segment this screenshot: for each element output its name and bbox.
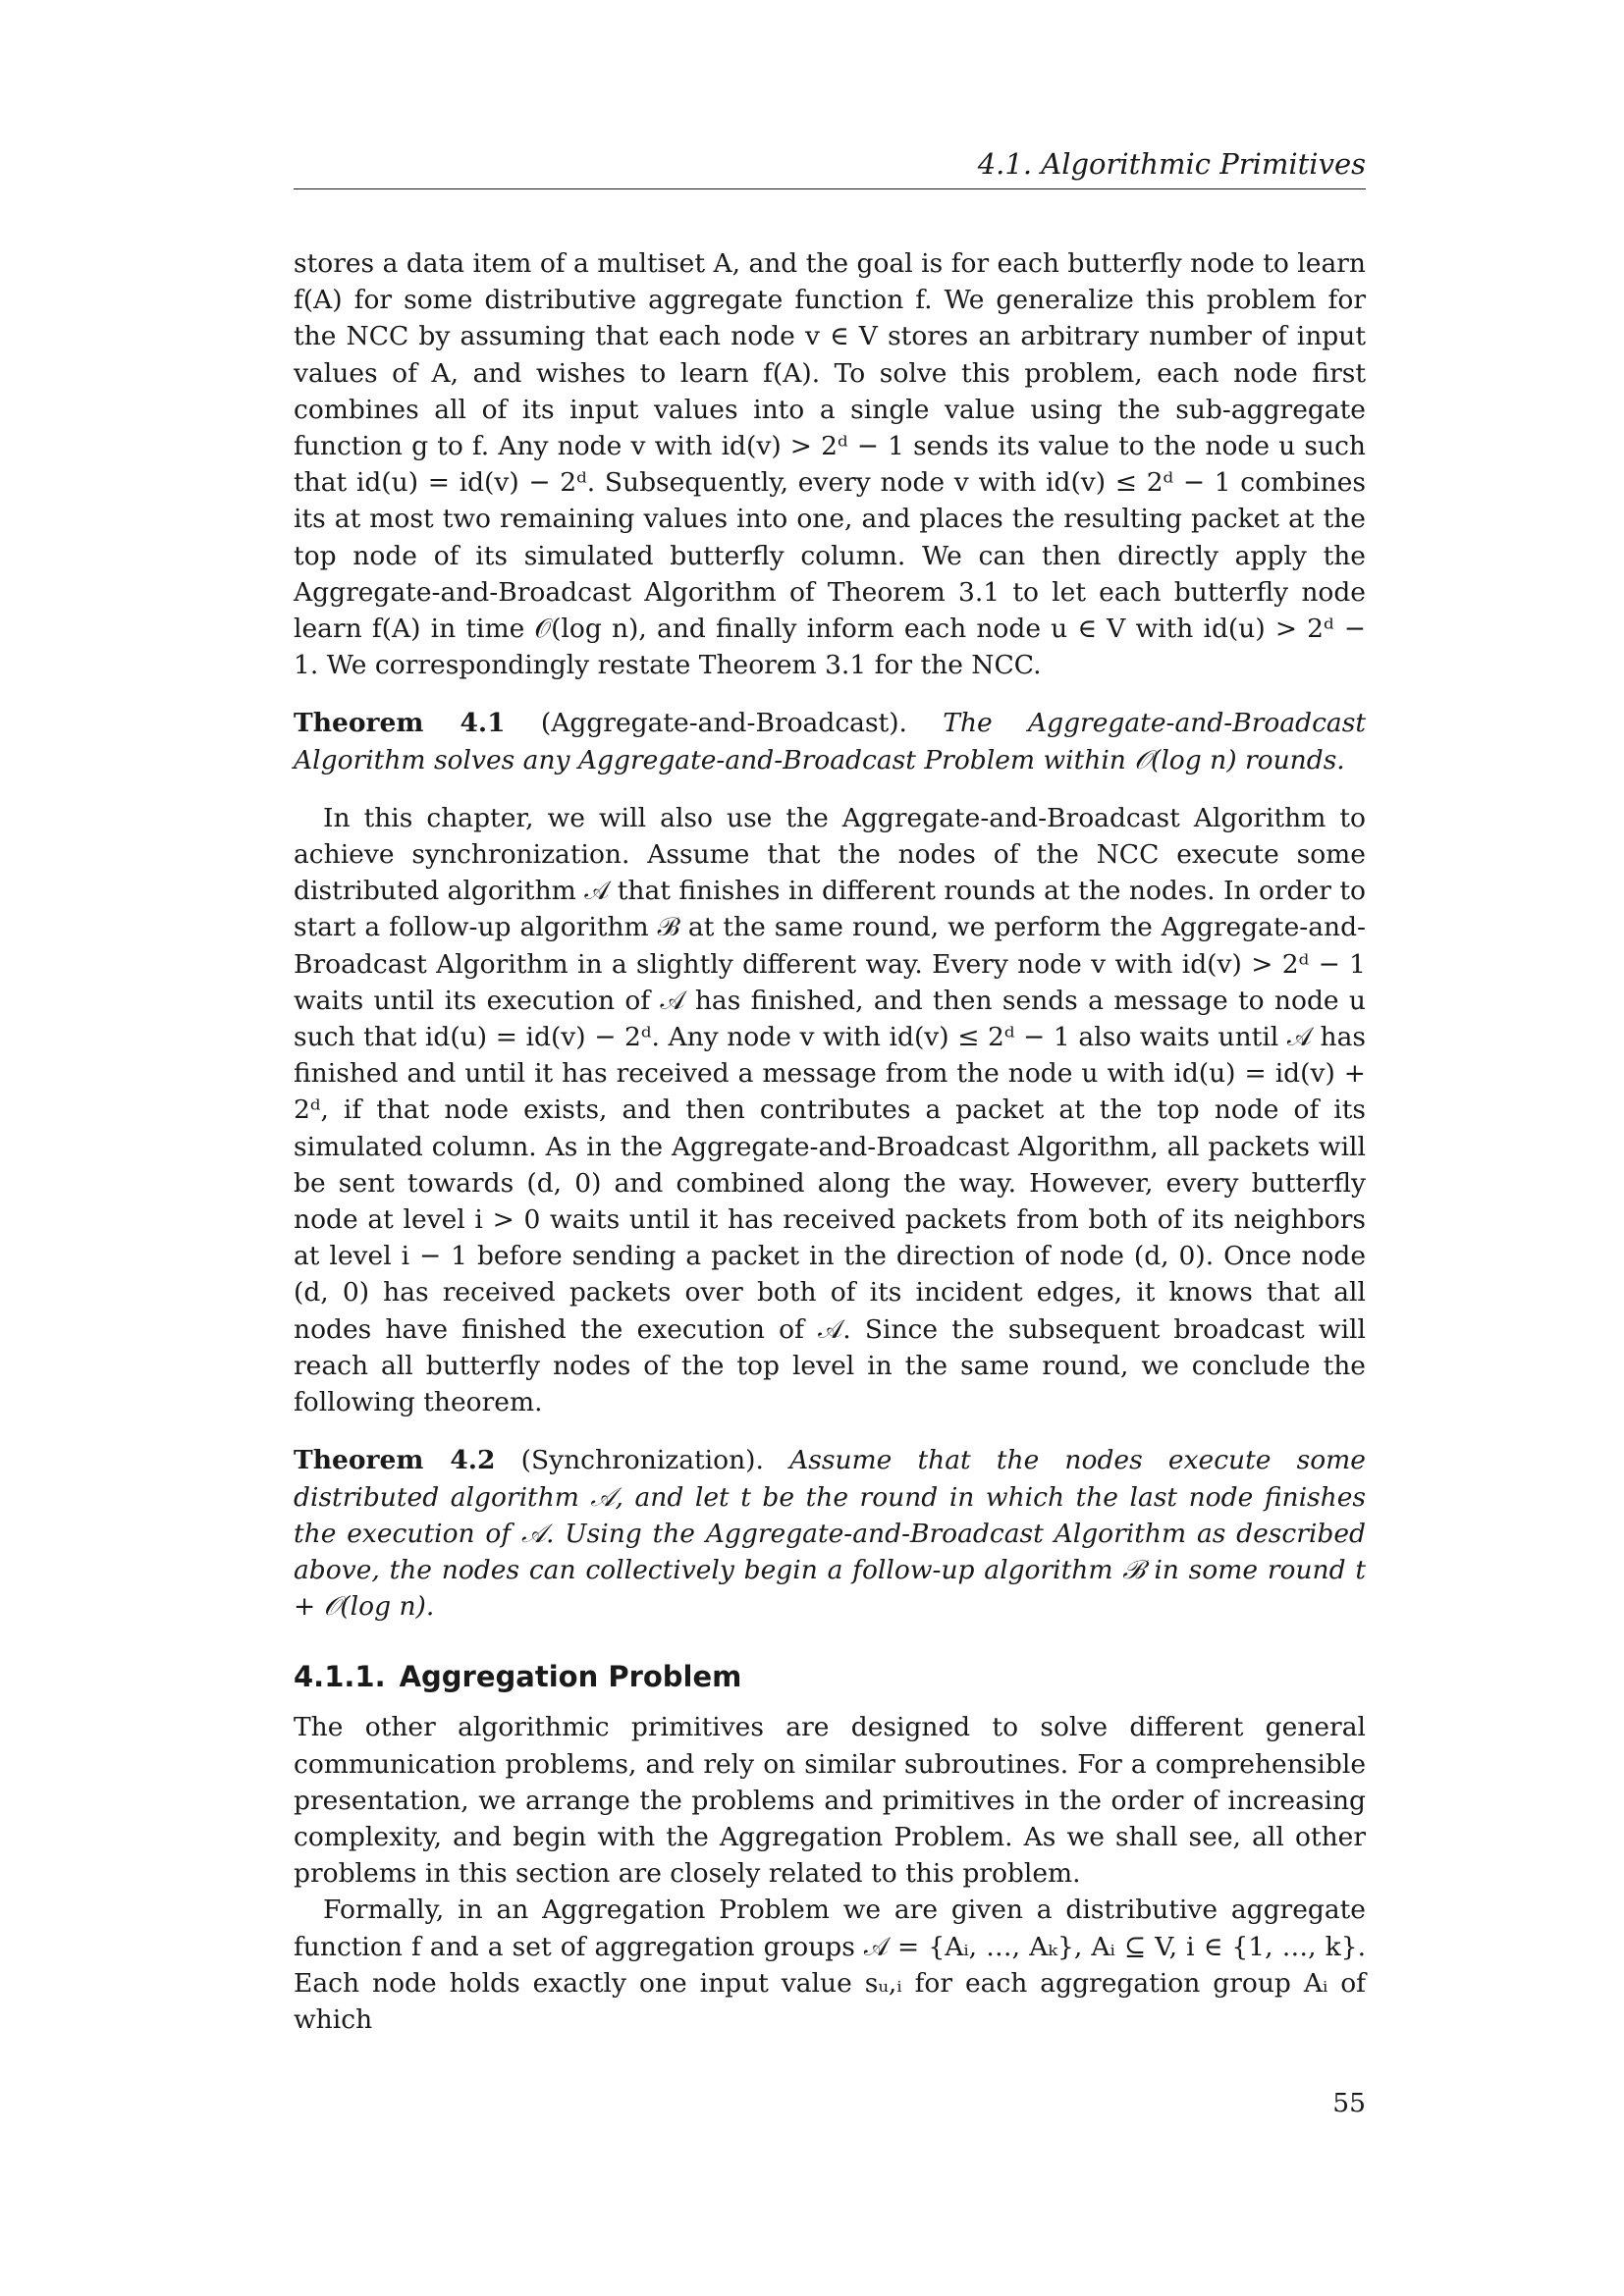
header-rule: [294, 188, 1366, 189]
theorem-label: Theorem 4.2: [294, 1445, 496, 1476]
subsection-number: 4.1.1.: [294, 1660, 386, 1694]
theorem-4-2: [294, 1442, 1366, 1625]
subsection-heading: [294, 1658, 1366, 1695]
page-number: 55: [1332, 2088, 1366, 2118]
body-text: [294, 245, 1366, 2038]
paragraph-synchronization: In this chapter, we will also use the Aggregate-and-Broadcast Algorithm to achieve synchronization. Assume that the nodes of the NCC execute some distributed algorithm 𝒜 that finishes in different rounds at the nodes. In order to start a follow-up algorithm ℬ at the same round, we perform the Aggregate-and-Broadcast Algorithm in a slightly different way. Every node v with id(v) > 2ᵈ − 1 waits until its execution of 𝒜 has finished, and then sends a message to node u such that id(u) = id(v) − 2ᵈ. Any node v with id(v) ≤ 2ᵈ − 1 also waits until 𝒜 has finished and until it has received a message from the node u with id(u) = id(v) + 2ᵈ, if that node exists, and then contributes a packet at the top node of its simulated column. As in the Aggregate-and-Broadcast Algorithm, all packets will be sent towards (d, 0) and combined along the way. However, every butterfly node at level i > 0 waits until it has received packets from both of its neighbors at level i − 1 before sending a packet in the direction of node (d, 0). Once node (d, 0) has received packets over both of its incident edges, it knows that all nodes have finished the execution of 𝒜. Since the subsequent broadcast will reach all butterfly nodes of the top level in the same round, we conclude the following theorem.: [294, 802, 1366, 1418]
paragraph-continuation: stores a data item of a multiset A, and the goal is for each butterfly node to learn f(A) for some distributive aggregate function f. We generalize this problem for the NCC by assuming that each node v ∈ V stores an arbitrary number of input values of A, and wishes to learn f(A). To solve this problem, each node first combines all of its input values into a single value using the sub-aggregate function g to f. Any node v with id(v) > 2ᵈ − 1 sends its value to the node u such that id(u) = id(v) − 2ᵈ. Subsequently, every node v with id(v) ≤ 2ᵈ − 1 combines its at most two remaining values into one, and places the resulting packet at the top node of its simulated butterfly column. We can then directly apply the Aggregate-and-Broadcast Algorithm of Theorem 3.1 to let each butterfly node learn f(A) in time 𝒪(log n), and finally inform each node u ∈ V with id(u) > 2ᵈ − 1. We correspondingly restate Theorem 3.1 for the NCC.: [294, 248, 1366, 681]
paragraph-aggregation-formal: Formally, in an Aggregation Problem we are given a distributive aggregate function f and a set of aggregation groups 𝒜 = {Aᵢ, …, Aₖ}, Aᵢ ⊆ V, i ∈ {1, …, k}. Each node holds exactly one input value sᵤ,ᵢ for each aggregation group Aᵢ of which: [294, 1895, 1366, 2035]
theorem-name: (Aggregate-and-Broadcast).: [540, 708, 907, 739]
subsection-title: Aggregation Problem: [399, 1660, 742, 1694]
running-header: 4.1. Algorithmic Primitives: [977, 147, 1366, 181]
theorem-label: Theorem 4.1: [294, 708, 506, 739]
theorem-statement: Assume that the nodes execute some distributed algorithm 𝒜, and let t be the round in which the last node finishes the execution of 𝒜. Using the Aggregate-and-Broadcast Algorithm as described above, the nodes can collectively begin a follow-up algorithm ℬ in some round t + 𝒪(log n).: [294, 1445, 1366, 1623]
paragraph-aggregation-intro: The other algorithmic primitives are designed to solve different general communication problems, and rely on similar subroutines. For a comprehensible presentation, we arrange the problems and primitives in the order of increasing complexity, and begin with the Aggregation Problem. As we shall see, all other problems in this section are closely related to this problem.: [294, 1712, 1366, 1890]
theorem-statement: The Aggregate-and-Broadcast Algorithm solves any Aggregate-and-Broadcast Problem within 𝒪(log n) rounds.: [294, 708, 1366, 775]
theorem-4-1: [294, 705, 1366, 777]
theorem-name: (Synchronization).: [520, 1445, 764, 1476]
